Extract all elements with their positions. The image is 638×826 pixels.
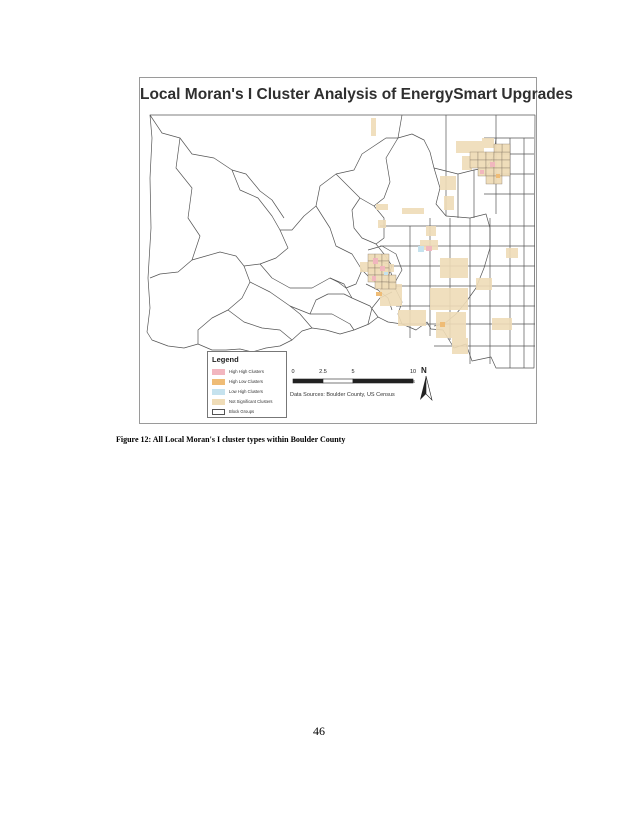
scale-tick-label: 10 (409, 369, 417, 375)
legend-label: Not Significant Clusters (229, 399, 273, 404)
data-sources: Data Sources: Boulder County, US Census (290, 392, 395, 398)
legend-swatch (212, 409, 225, 415)
legend-label: Low High Clusters (229, 389, 263, 394)
north-arrow (418, 366, 434, 396)
scale-unit: Miles (402, 379, 415, 385)
map-legend (207, 351, 287, 418)
legend-label: High High Clusters (229, 369, 264, 374)
legend-swatch (212, 399, 225, 405)
legend-title: Legend (212, 355, 239, 364)
legend-swatch (212, 379, 225, 385)
legend-swatch (212, 369, 225, 375)
map-title: Local Moran's I Cluster Analysis of EnergySmart Upgrades (140, 86, 573, 103)
page-number: 46 (313, 724, 325, 738)
figure-caption: Figure 12: All Local Moran's I cluster types within Boulder County (116, 435, 346, 444)
legend-label: High Low Clusters (229, 379, 263, 384)
legend-swatch (212, 389, 225, 395)
scale-bar (291, 369, 417, 391)
scale-tick-label: 0 (291, 369, 295, 375)
scale-tick-label: 5 (351, 369, 355, 375)
legend-label: Block Groups (229, 409, 255, 414)
scale-tick-label: 2.5 (319, 369, 327, 375)
map-figure (139, 77, 573, 424)
north-label: N (421, 366, 427, 375)
